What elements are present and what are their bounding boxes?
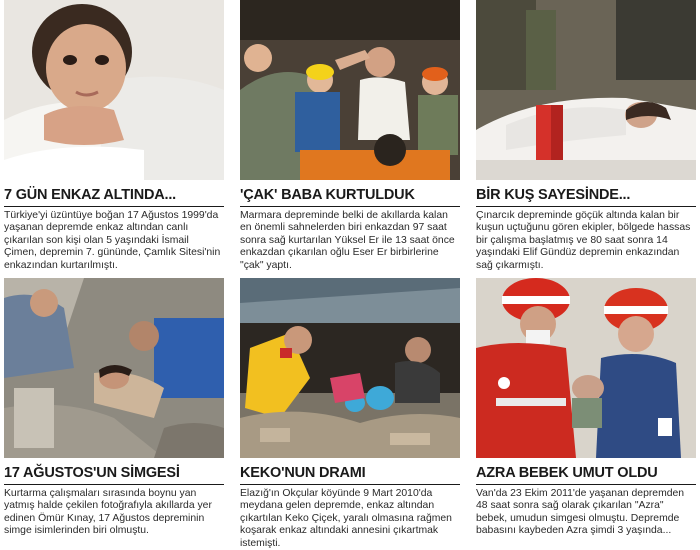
photo-girl-on-stretcher [476,0,696,180]
story-card-omur-kinay [4,278,224,538]
photo-child-rescued-debris [240,278,460,458]
story-title: BİR KUŞ SAYESİNDE... [476,186,696,207]
story-text: Türkiye'yi üzüntüye boğan 17 Ağustos 1999'da yaşanan depremde enkaz altından canlı çıkarılan son kişi olan 5 yaşındaki İsmail Çimen, depremin 7. gününde, Çamlık Sitesi'nin enkazından kurtarılmıştı. [4,210,221,271]
story-text: Elazığ'ın Okçular köyünde 9 Mart 2010'da meydana gelen depremde, enkaz altından çıkartılan Keko Çiçek, yaralı olmasına rağmen koşarak enkaz altındaki annesini çıkartmak istemişti. [240,488,452,549]
story-card-ismail-cimen [4,0,224,272]
story-text: Marmara depreminde belki de akıllarda kalan en önemli sahnelerden biri enkazdan 97 saat sonra sağ kurtarılan Yüksel Er ile 13 saat önce enkazdan çıkarılan oğlu Eser Er birbirlerine "çak" yaptı. [240,210,455,271]
photo-child-in-hospital-bed [4,0,224,180]
photo-baby-rescue-team [476,278,696,458]
story-text: Van'da 23 Ekim 2011'de yaşanan depremden 48 saat sonra sağ olarak çıkarılan "Azra" bebek, umudun simgesi olmuştu. Depremde babasını kaybeden Azra şimdi 3 yaşında... [476,488,685,537]
story-text: Çınarcık depreminde göçük altında kalan bir kuşun uçtuğunu gören ekipler, bölgede hassas bir çalışma başlatmış ve 80 saat sonra 14 yaşındaki Elif Gündüz depremin enkazından sağ çıkarmıştı. [476,210,691,271]
story-title: 7 GÜN ENKAZ ALTINDA... [4,186,224,207]
story-card-keko-cicek [240,278,460,550]
story-card-yuksel-er [240,0,460,272]
story-card-azra-bebek [476,278,696,538]
story-title: KEKO'NUN DRAMI [240,464,460,485]
story-title: 17 AĞUSTOS'UN SİMGESİ [4,464,224,485]
story-card-elif-gunduz [476,0,696,272]
photo-rescue-high-five [240,0,460,180]
story-title: AZRA BEBEK UMUT OLDU [476,464,696,485]
story-text: Kurtarma çalışmaları sırasında boynu yan yatmış halde çekilen fotoğrafıyla akıllarda yer edinen Ömür Kınay, 17 Ağustos depreminin simge isimlerinden biri olmuştu. [4,488,212,537]
photo-rescue-from-rubble [4,278,224,458]
story-title: 'ÇAK' BABA KURTULDUK [240,186,460,207]
